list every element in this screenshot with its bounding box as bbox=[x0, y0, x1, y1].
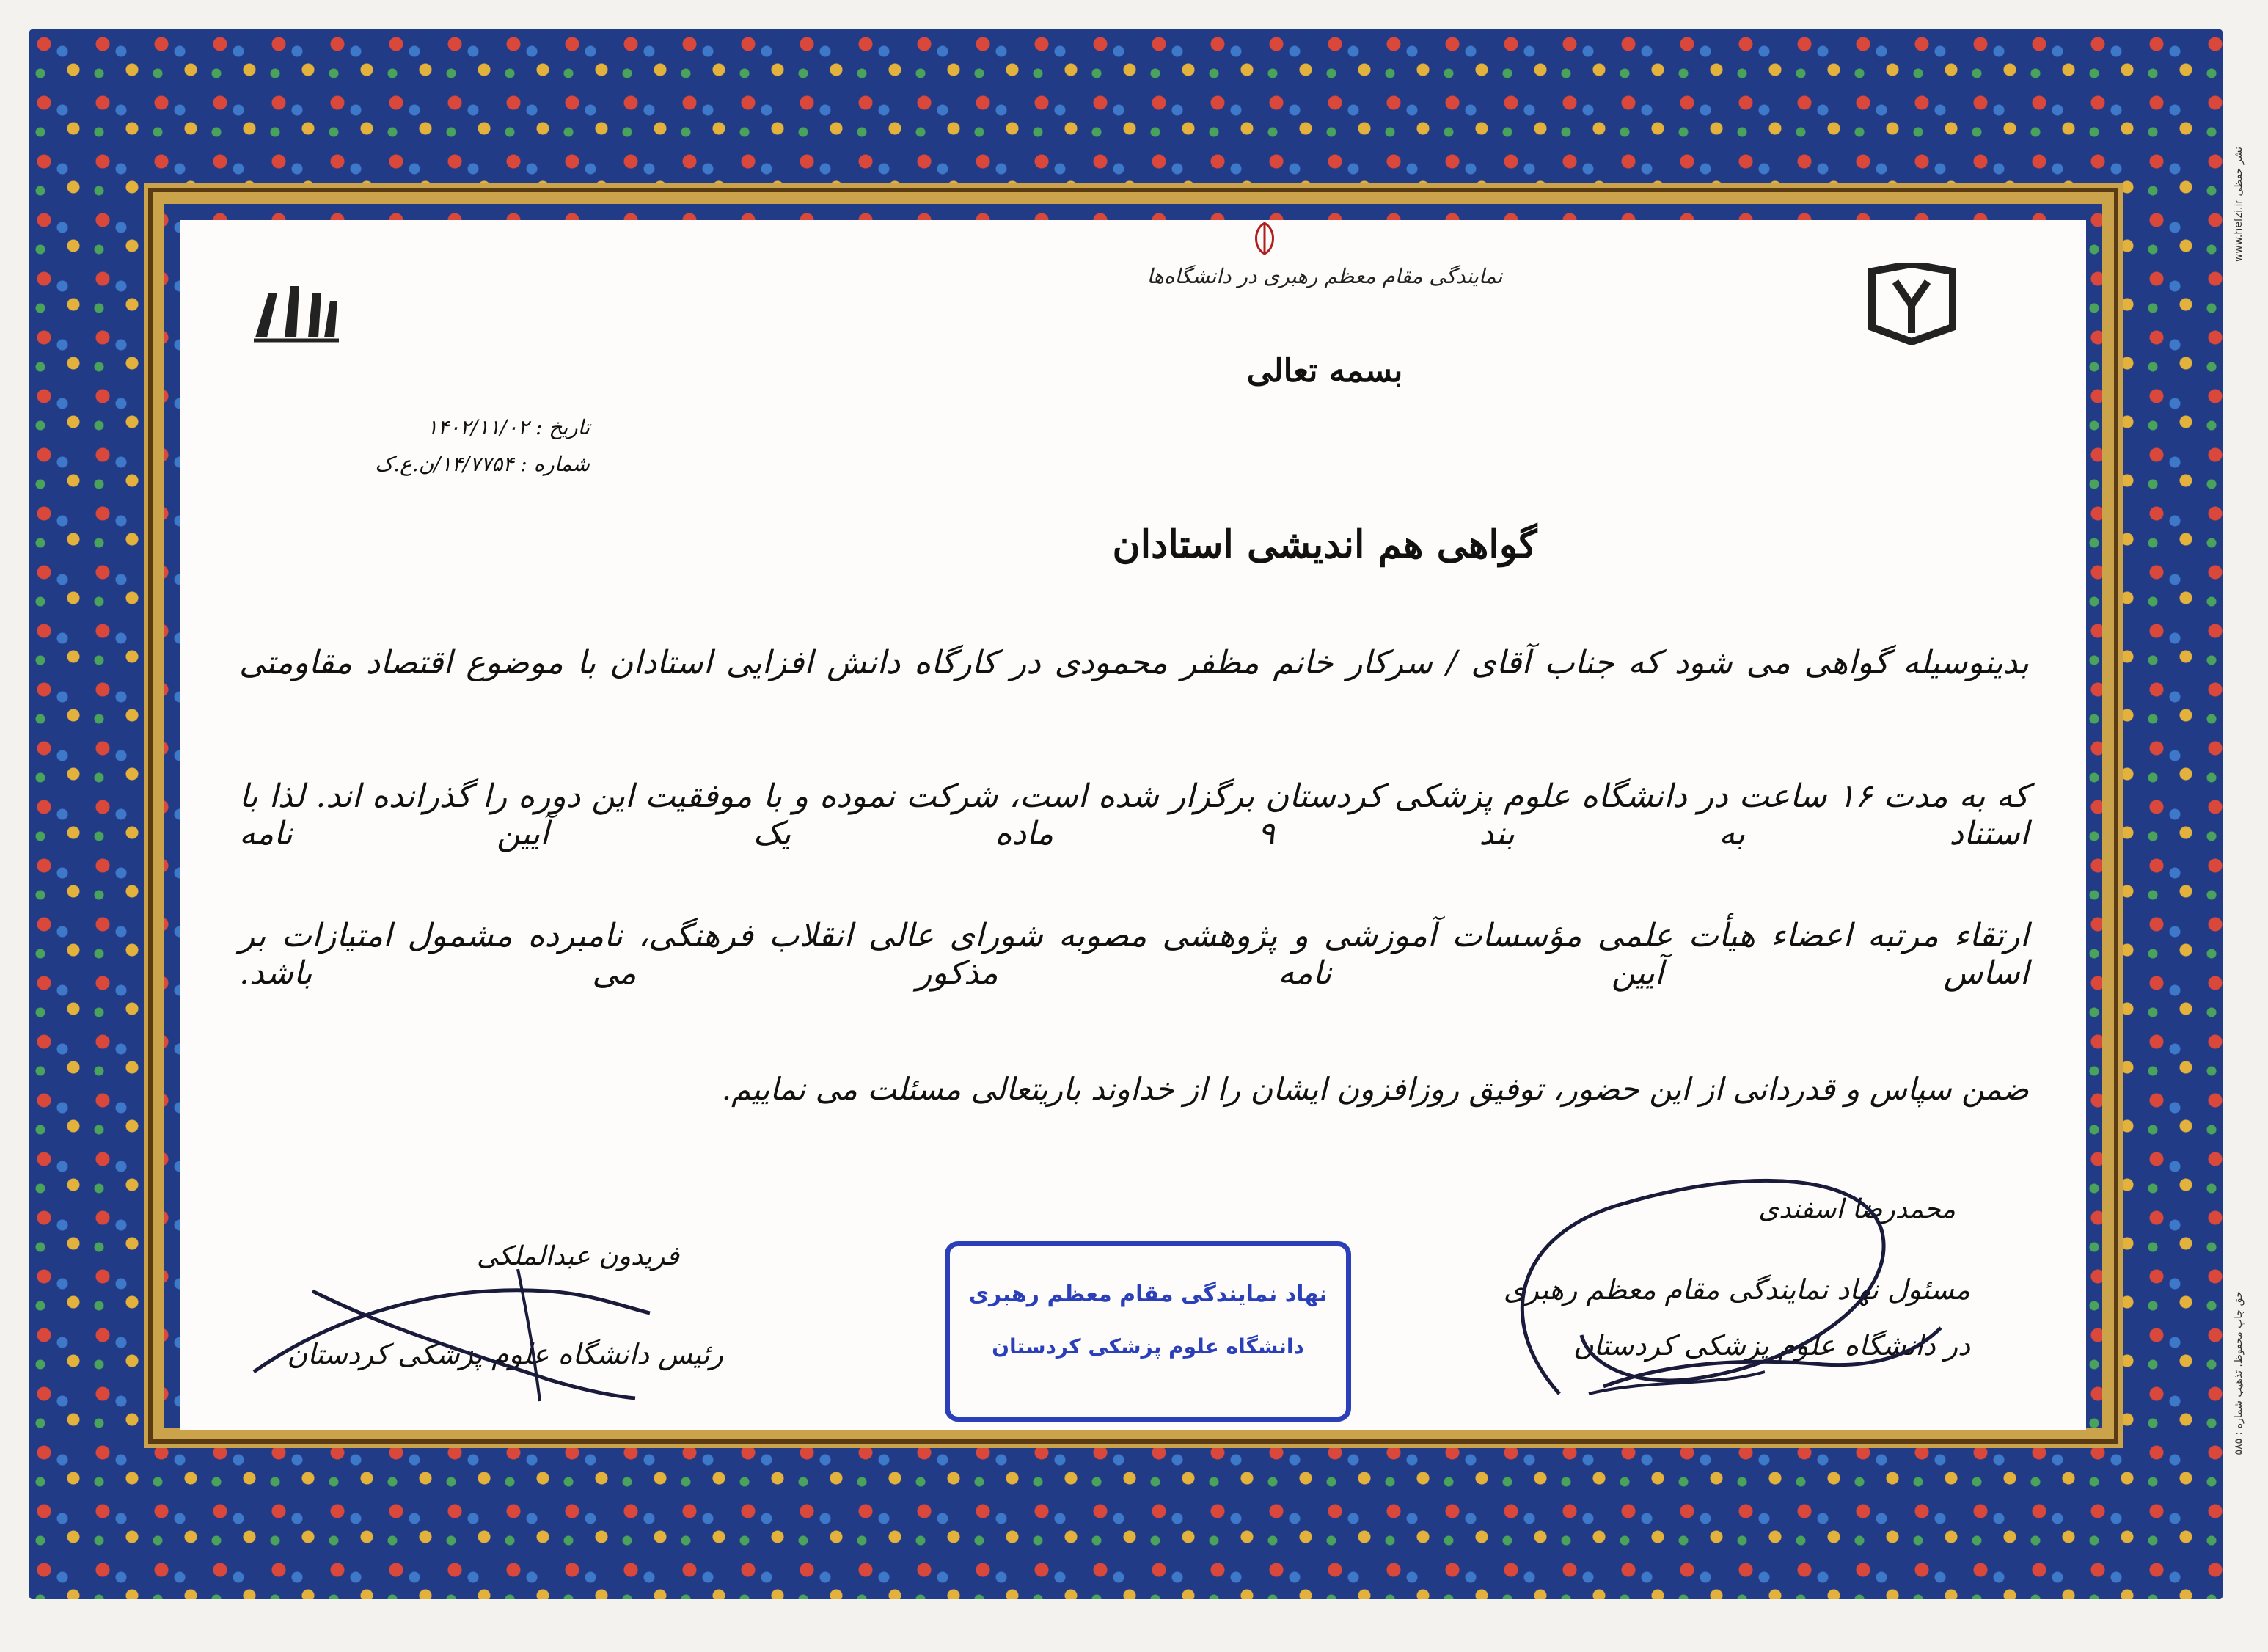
certificate-title: گواهی هم اندیشی استادان bbox=[1112, 522, 1537, 567]
stamp-line-2: دانشگاه علوم پزشکی کردستان bbox=[992, 1334, 1304, 1359]
reference-block bbox=[252, 409, 590, 483]
official-stamp bbox=[945, 1241, 1351, 1422]
stamp-line-1: نهاد نمایندگی مقام معظم رهبری bbox=[968, 1282, 1328, 1307]
university-logo-icon bbox=[248, 279, 343, 346]
closing-line: ضمن سپاس و قدردانی از این حضور، توفیق روزافزون ایشان را از خداوند باریتعالی مسئلت می نماییم. bbox=[721, 1071, 2029, 1107]
org-header: نمایندگی مقام معظم رهبری در دانشگاه‌ها bbox=[1146, 264, 1503, 288]
publisher-side-print: www.hefzi.ir نشر حفظی bbox=[2233, 147, 2245, 263]
left-signatory-role: رئیس دانشگاه علوم پزشکی کردستان bbox=[287, 1338, 723, 1370]
emblem-icon bbox=[1248, 220, 1281, 257]
body-line-1: بدینوسیله گواهی می شود که جناب آقای / سرکار خانم مظفر محمودی در کارگاه دانش افزایی استادان با موضوع اقتصاد مقاومتی bbox=[239, 644, 2029, 681]
body-line-3: ارتقاء مرتبه اعضاء هیأت علمی مؤسسات آموزشی و پژوهشی مصوبه شورای عالی انقلاب فرهنگی، نامبرده مشمول امتیازات بر اساس آیین نامه مذکور می باشد. bbox=[239, 917, 2030, 992]
body-line-2: که به مدت ۱۶ ساعت در دانشگاه علوم پزشکی کردستان برگزار شده است، شرکت نموده و با موفقیت این دوره را گذرانده اند. لذا با استناد به بند ۹ ماده یک آیین نامه bbox=[239, 778, 2030, 852]
right-signatory-role-line-1: مسئول نهاد نمایندگی مقام معظم رهبری bbox=[1503, 1273, 1970, 1306]
right-signatory-role bbox=[1427, 1262, 1970, 1373]
reference-number-line: شماره : ۱۴/۷۷۵۴/ن.ع.ک bbox=[375, 452, 590, 476]
date-line: تاریخ : ۱۴۰۲/۱۱/۰۲ bbox=[426, 415, 590, 439]
right-signatory-name: محمدرضا اسفندی bbox=[1758, 1194, 1956, 1224]
certificate-content bbox=[180, 220, 2086, 1430]
right-signatory-role-line-2: در دانشگاه علوم پزشکی کردستان bbox=[1573, 1329, 1970, 1362]
ministry-logo-icon bbox=[1866, 263, 1958, 345]
bismillah-heading: بسمه تعالی bbox=[1246, 352, 1403, 390]
copyright-side-print: حق چاپ محفوظ. تذهیب شماره : ۵۸۵ bbox=[2233, 1291, 2245, 1455]
left-signatory-name: فریدون عبدالملکی bbox=[476, 1241, 679, 1271]
